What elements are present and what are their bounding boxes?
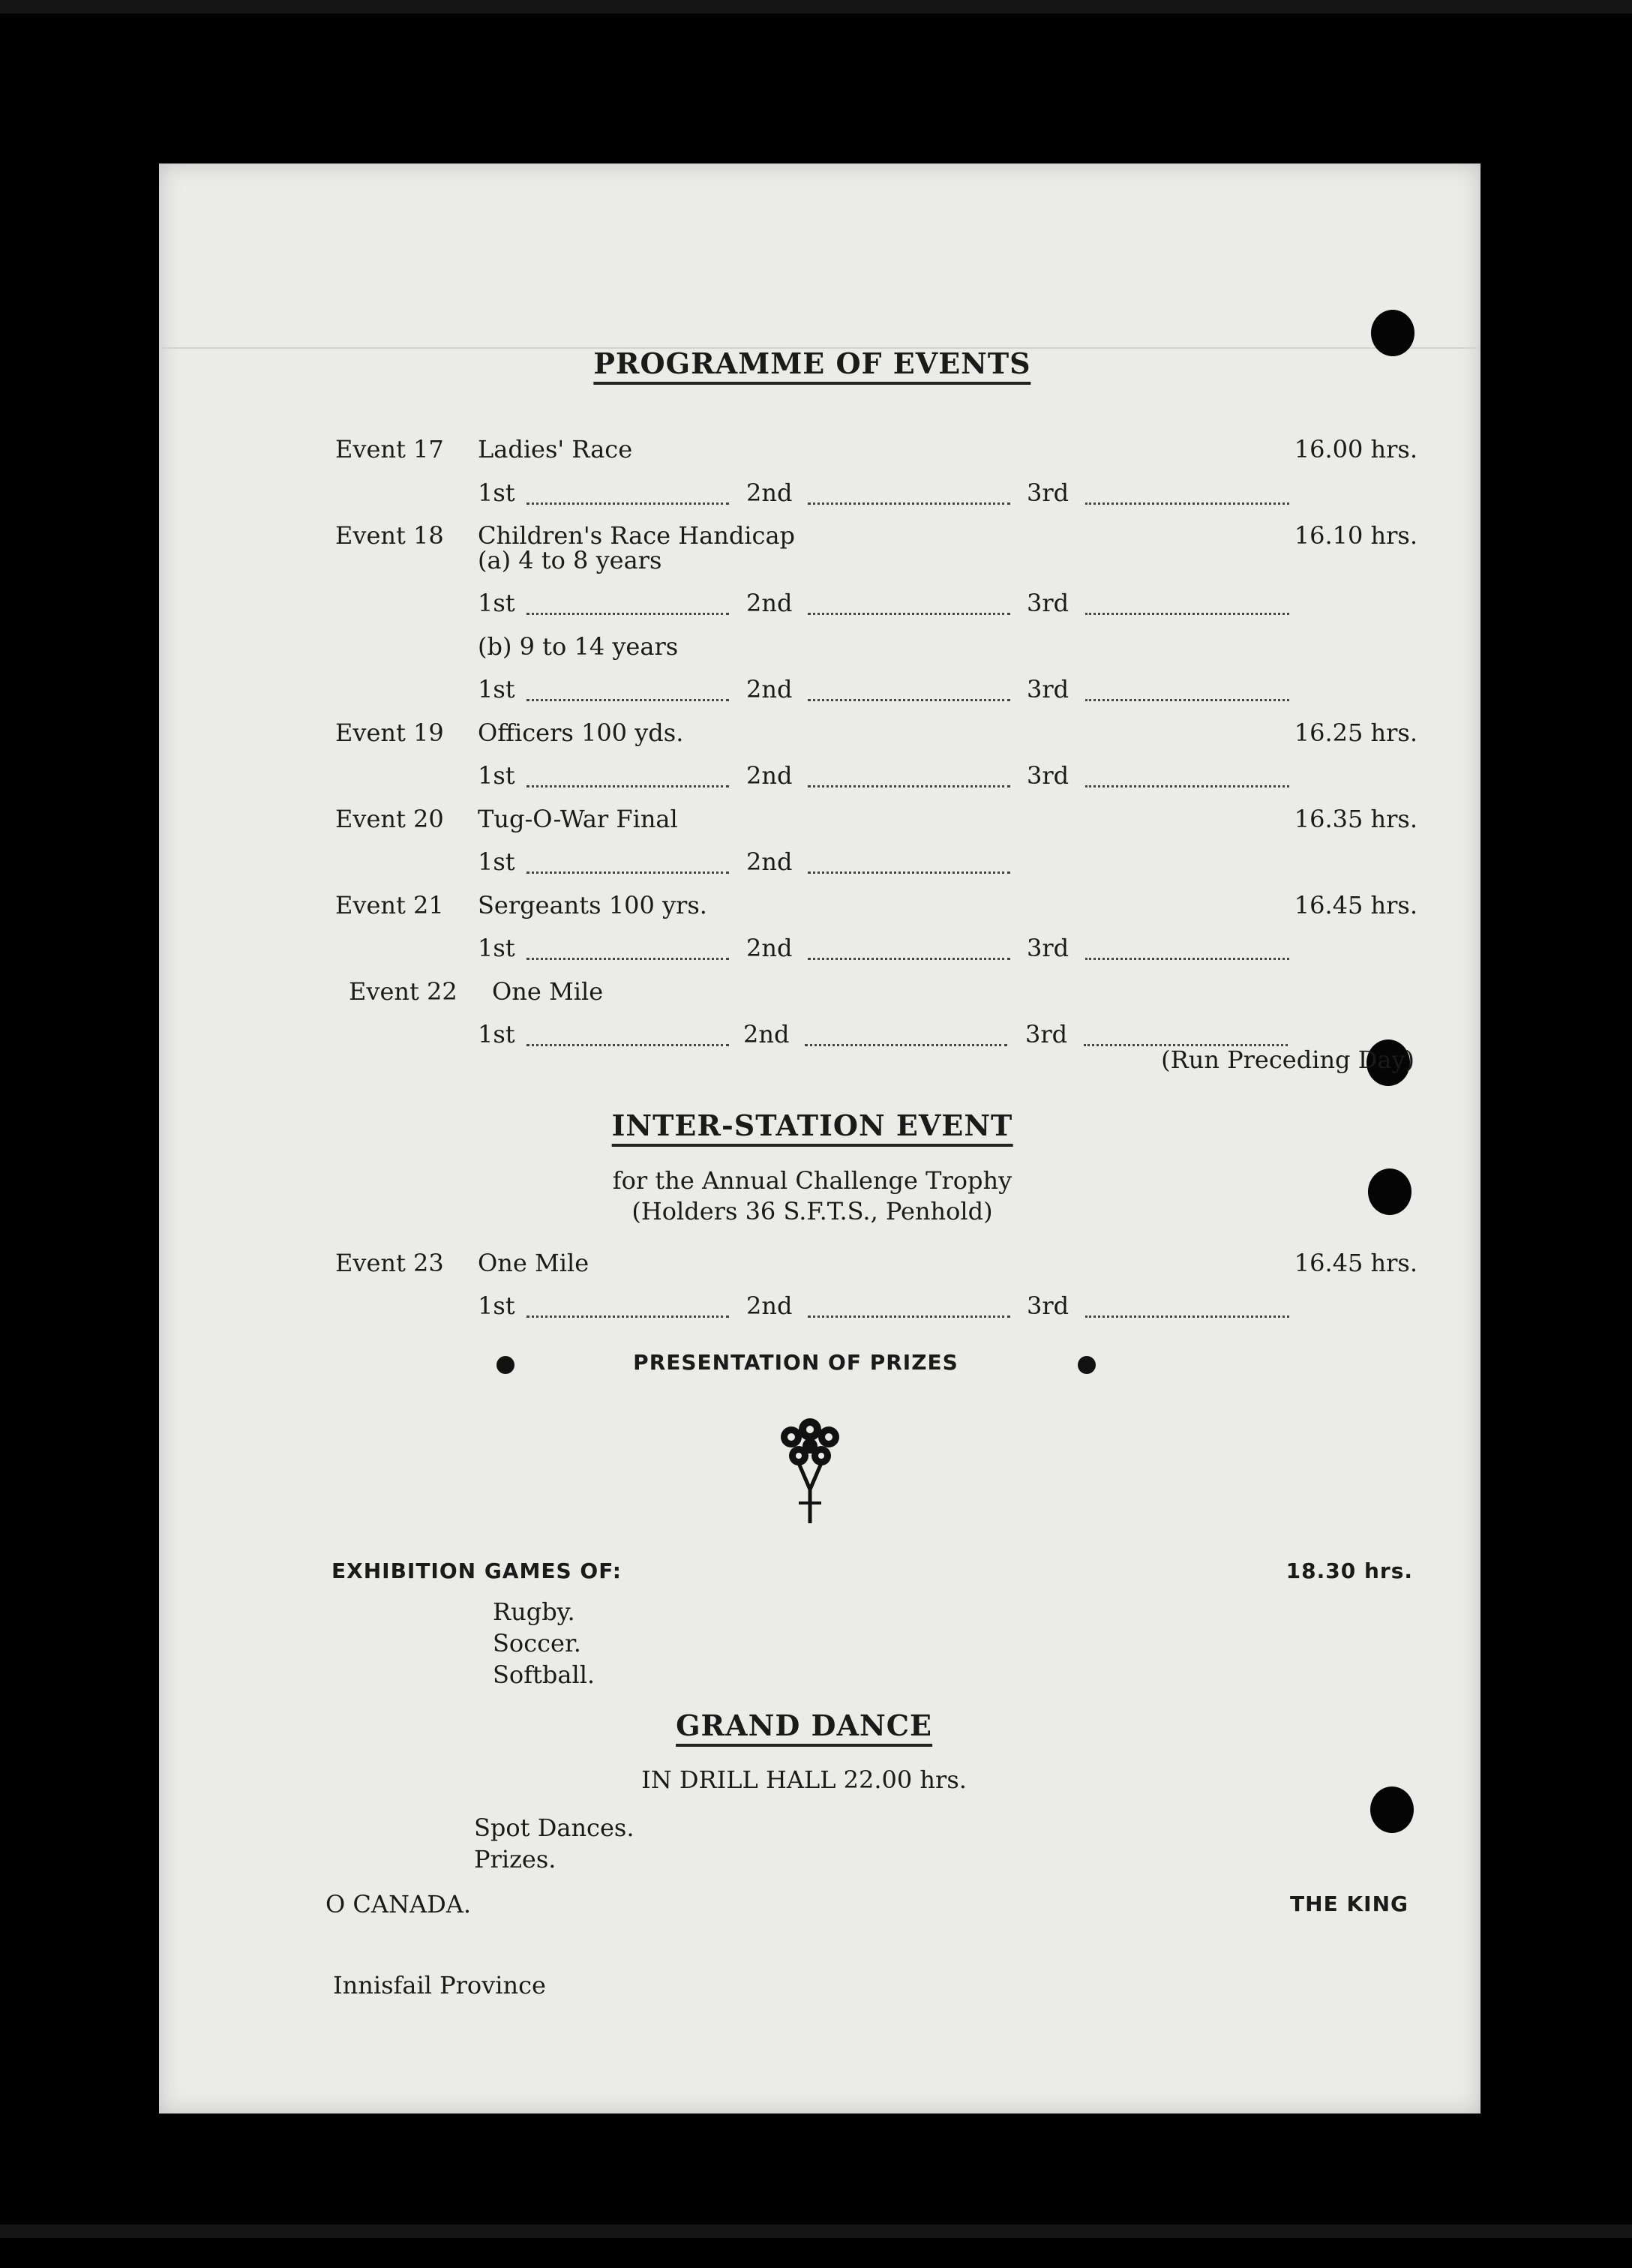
event-subcategory: (b) 9 to 14 years (478, 632, 679, 661)
event-name: Children's Race Handicap (478, 521, 796, 550)
place-label-2nd: 2nd (746, 848, 793, 876)
event-id: Event 20 (335, 805, 444, 833)
entry-line (526, 958, 729, 960)
place-label-1st: 1st (478, 761, 515, 790)
bullet-icon (1078, 1356, 1096, 1374)
event-name: Ladies' Race (478, 435, 633, 464)
event-name: One Mile (492, 977, 604, 1006)
event-time: 16.45 hrs. (1294, 1249, 1418, 1277)
programme-page (159, 164, 1480, 2114)
place-label-3rd: 3rd (1027, 478, 1070, 507)
entry-line (526, 502, 729, 505)
event-time: 16.00 hrs. (1294, 435, 1418, 464)
place-label-2nd: 2nd (746, 589, 793, 617)
entry-line (808, 699, 1010, 701)
place-label-3rd: 3rd (1027, 761, 1070, 790)
event-time: 16.45 hrs. (1294, 891, 1418, 920)
inter-station-holders: (Holders 36 S.F.T.S., Penhold) (632, 1197, 993, 1226)
place-label-1st: 1st (478, 1020, 515, 1048)
punch-hole-icon (1371, 310, 1414, 356)
inter-station-subtitle: for the Annual Challenge Trophy (612, 1166, 1012, 1195)
event-note: (Run Preceding Day) (1161, 1046, 1414, 1074)
event-time: 16.10 hrs. (1294, 521, 1418, 550)
bullet-icon (496, 1356, 514, 1374)
place-label-1st: 1st (478, 934, 515, 962)
place-label-2nd: 2nd (746, 478, 793, 507)
entry-line (805, 1044, 1007, 1046)
entry-line (526, 699, 729, 701)
exhibition-label: EXHIBITION GAMES OF: (332, 1558, 622, 1583)
entry-line (1085, 502, 1289, 505)
entry-line (808, 872, 1010, 874)
grand-dance-title: GRAND DANCE (676, 1708, 932, 1747)
place-label-2nd: 2nd (746, 934, 793, 962)
dance-item: Prizes. (474, 1845, 556, 1874)
event-name: One Mile (478, 1249, 590, 1277)
event-id: Event 18 (335, 521, 444, 550)
place-label-3rd: 3rd (1027, 675, 1070, 704)
place-label-1st: 1st (478, 478, 515, 507)
exhibition-game: Soccer. (493, 1629, 581, 1658)
film-strip-top (0, 0, 1632, 14)
entry-line (808, 958, 1010, 960)
entry-line (1085, 1316, 1289, 1318)
dance-item: Spot Dances. (474, 1814, 634, 1842)
entry-line (808, 502, 1010, 505)
anthem-the-king: THE KING (1290, 1892, 1408, 1916)
event-id: Event 21 (335, 891, 444, 920)
entry-line (808, 613, 1010, 615)
event-time: 16.35 hrs. (1294, 805, 1418, 833)
punch-hole-icon (1368, 1168, 1412, 1215)
dance-location: IN DRILL HALL 22.00 hrs. (641, 1766, 967, 1794)
presentation-label: PRESENTATION OF PRIZES (633, 1350, 958, 1375)
exhibition-game: Softball. (493, 1660, 596, 1689)
event-name: Sergeants 100 yrs. (478, 891, 707, 920)
place-label-3rd: 3rd (1025, 1020, 1068, 1048)
entry-line (526, 1316, 729, 1318)
entry-line (1085, 958, 1289, 960)
event-name: Tug-O-War Final (478, 805, 678, 833)
event-time: 16.25 hrs. (1294, 718, 1418, 747)
anthem-o-canada: O CANADA. (326, 1890, 472, 1918)
place-label-1st: 1st (478, 589, 515, 617)
entry-line (526, 872, 729, 874)
place-label-3rd: 3rd (1027, 1292, 1070, 1320)
place-label-2nd: 2nd (746, 761, 793, 790)
event-subcategory: (a) 4 to 8 years (478, 546, 662, 574)
place-label-2nd: 2nd (746, 1292, 793, 1320)
event-id: Event 17 (335, 435, 444, 464)
entry-line (1085, 613, 1289, 615)
exhibition-game: Rugby. (493, 1598, 575, 1626)
exhibition-time: 18.30 hrs. (1286, 1558, 1413, 1583)
place-label-2nd: 2nd (746, 675, 793, 704)
place-label-1st: 1st (478, 1292, 515, 1320)
place-label-3rd: 3rd (1027, 934, 1070, 962)
inter-station-title: INTER-STATION EVENT (612, 1108, 1013, 1147)
entry-line (526, 613, 729, 615)
printer-imprint: Innisfail Province (333, 1971, 546, 2000)
entry-line (526, 785, 729, 788)
place-label-1st: 1st (478, 675, 515, 704)
entry-line (1085, 785, 1289, 788)
event-id: Event 19 (335, 718, 444, 747)
entry-line (526, 1044, 729, 1046)
event-name: Officers 100 yds. (478, 718, 684, 747)
programme-title: PROGRAMME OF EVENTS (593, 346, 1030, 385)
entry-line (1085, 699, 1289, 701)
place-label-1st: 1st (478, 848, 515, 876)
event-id: Event 22 (349, 977, 458, 1006)
event-id: Event 23 (335, 1249, 444, 1277)
film-strip-bottom (0, 2224, 1632, 2238)
place-label-2nd: 2nd (743, 1020, 790, 1048)
punch-hole-icon (1370, 1786, 1414, 1833)
flower-bouquet-icon (769, 1414, 851, 1527)
place-label-3rd: 3rd (1027, 589, 1070, 617)
entry-line (808, 785, 1010, 788)
entry-line (808, 1316, 1010, 1318)
